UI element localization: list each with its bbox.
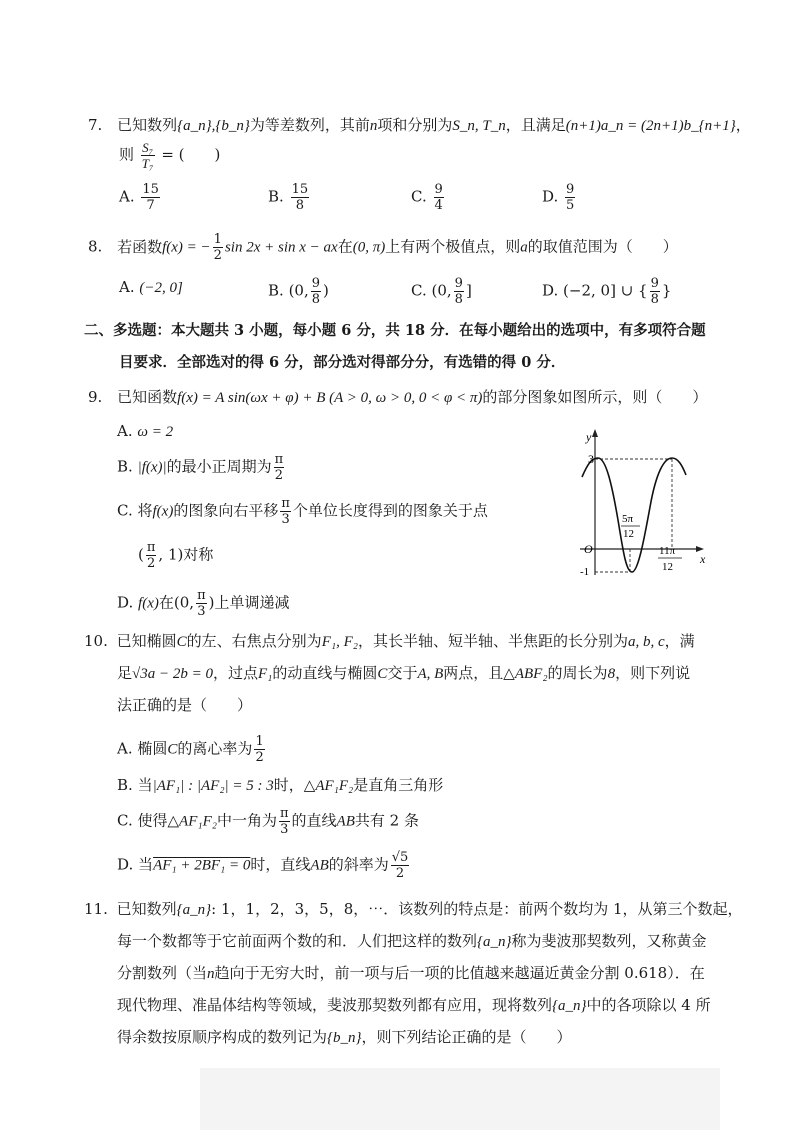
q10-text: ，则下列说 [615, 664, 691, 682]
q7-seqs: {a_n},{b_n} [177, 118, 250, 134]
option-mid: 在 [158, 593, 174, 612]
option-tri: △AF₁F₂ [303, 778, 354, 794]
origin-label: O [584, 542, 593, 556]
q11-text: 现代物理、准晶体结构等领域，斐波那契数列都有应用，现将数列 [117, 996, 553, 1014]
q7-text1: 已知数列 [117, 116, 178, 134]
option-pre: 使得 [137, 811, 168, 830]
option-post: } [661, 281, 672, 300]
option-tail: 对称 [183, 545, 214, 564]
q10-option-a-frac [254, 734, 264, 765]
q9-option-c[interactable] [117, 496, 488, 527]
q9-text1: 已知函数 [117, 388, 178, 406]
q9-option-b[interactable] [117, 452, 286, 483]
frac-num: 1 [255, 734, 264, 749]
option-post: 的斜率为 [328, 855, 389, 874]
q11-bseq: {b_n} [327, 1030, 362, 1046]
q8-a: a [520, 239, 528, 256]
option-AB: AB [310, 857, 329, 874]
option-tri: △AF₁F₂ [167, 813, 217, 830]
q7-stem [88, 114, 751, 137]
option-post: ] [465, 281, 472, 300]
q7-n: n [369, 118, 378, 134]
q11-line5 [117, 1026, 572, 1049]
q8-option-c-frac [454, 276, 464, 307]
q7-then: 则 [119, 145, 135, 164]
q8-func2: sin 2x + sin x − ax [224, 239, 338, 256]
option-label: A. [119, 278, 135, 296]
q8-text3: 上有两个极值点，则 [385, 237, 521, 256]
option-vec: AF₁ + 2BF₁ = 0 [153, 857, 251, 874]
q7-text3: 项和分别为 [377, 116, 453, 134]
q11-text: ，则下列结论正确的是（ ） [361, 1028, 572, 1046]
q8-option-b[interactable] [268, 276, 329, 307]
option-label: D. [542, 187, 559, 206]
q10-eq: √3a − 2b = 0 [132, 666, 213, 682]
q10-eight: 8 [607, 666, 616, 682]
option-AB: AB [336, 813, 355, 830]
q10-option-d-frac [391, 850, 410, 881]
point-post: , 1) [158, 545, 184, 564]
q10-line1 [84, 630, 695, 653]
frac-den: 3 [280, 822, 289, 837]
option-post: ) [208, 593, 215, 612]
q7-ratio-den: T₇ [141, 156, 154, 171]
q8-option-a[interactable] [119, 276, 183, 299]
q9-option-a[interactable] [117, 420, 173, 443]
frac-num: 9 [650, 276, 659, 291]
option-post: 是直角三角形 [353, 776, 444, 794]
option-label: B. [268, 281, 284, 300]
option-label: A. [117, 739, 133, 758]
option-label: D. [117, 855, 134, 874]
q9-text2: 的部分图象如图所示，则（ ） [482, 388, 708, 406]
x2-label-den: 12 [662, 561, 673, 573]
section2-header-line1: 二、多选题：本大题共 3 小题，每小题 6 分，共 18 分．在每小题给出的选项中，有多项符合题 [84, 322, 706, 339]
frac-num: 1 [213, 232, 222, 247]
q7-ratio-num: S₇ [142, 140, 154, 155]
q10-option-a[interactable] [117, 734, 267, 765]
q8-interval: (0, π) [352, 239, 386, 256]
q7-text2: 为等差数列，其前 [249, 116, 370, 134]
option-label: B. [117, 776, 133, 794]
option-eq: |AF₁| : |AF₂| = 5 : 3 [152, 778, 274, 794]
q10-line3: 法正确的是（ ） [117, 696, 253, 714]
frac-den: 2 [146, 556, 156, 571]
q11-seq: {a_n} [477, 934, 512, 950]
option-C: C [167, 741, 178, 758]
q8-option-d-frac [650, 276, 660, 307]
frac-num: π [281, 496, 290, 511]
q10-line2 [117, 662, 690, 685]
q7-option-d[interactable] [542, 182, 577, 213]
y-label: y [586, 430, 592, 444]
q7-ask [119, 140, 220, 171]
q8-half [213, 232, 223, 263]
option-mid: 时，直线 [250, 855, 311, 874]
option-pre: 椭圆 [137, 739, 168, 758]
frac-num: π [274, 452, 284, 467]
option-label: C. [117, 811, 133, 830]
option-mid: 时， [273, 776, 304, 794]
y-max-label: 3 [588, 452, 594, 466]
frac-num: π [197, 588, 206, 603]
option-fx: f(x) [138, 595, 159, 612]
x1-label-den: 12 [623, 528, 634, 540]
q10-text: 的动直线与椭圆 [272, 664, 378, 682]
q10-text: ，其长半轴、短半轴、半焦距的长分别为 [357, 632, 628, 650]
q10-text: 交于 [387, 664, 418, 682]
option-label: B. [268, 187, 284, 206]
q9-option-d[interactable] [117, 588, 289, 619]
frac-den: 5 [566, 198, 575, 213]
q8-option-b-frac [311, 276, 321, 307]
q7-option-b-frac [291, 182, 310, 213]
option-mid: 的离心率为 [177, 739, 253, 758]
q10-text: 已知椭圆 [116, 632, 177, 650]
scan-shadow [200, 1068, 720, 1130]
option-label: C. [411, 187, 427, 206]
frac-den: 7 [146, 198, 155, 213]
frac-num: 9 [566, 182, 575, 197]
frac-den: 8 [295, 198, 304, 213]
option-post: 个单位长度得到的图象关于点 [292, 501, 488, 520]
option-pre: 将 [137, 501, 153, 520]
option-pre: (0, [431, 281, 452, 300]
q7-option-c-frac [434, 182, 444, 213]
frac-num: π [279, 806, 289, 821]
frac-den: 3 [197, 604, 206, 619]
q11-text: 趋向于无穷大时，前一项与后一项的比值越来越逼近黄金分割 0.618）．在 [214, 964, 705, 982]
q8-text1: 若函数 [117, 237, 163, 256]
frac-den: 2 [213, 248, 222, 263]
option-tail: 共有 2 条 [354, 811, 419, 830]
q7-option-b[interactable] [268, 182, 311, 213]
q10-option-b[interactable] [117, 774, 443, 797]
option-label: A. [119, 187, 135, 206]
x-label: x [700, 552, 706, 566]
q10-C: C [176, 634, 187, 650]
q10-C: C [377, 666, 388, 682]
q7-text4: ，且满足 [505, 116, 566, 134]
frac-num: 9 [311, 276, 321, 291]
option-post: ) [323, 281, 329, 300]
q11-n: n [207, 966, 215, 982]
q7-ratio [141, 140, 155, 171]
q11-seq: {a_n} [176, 902, 212, 918]
q10-text: 的左、右焦点分别为 [186, 632, 322, 650]
q10-text: ，满 [664, 632, 695, 650]
q9-stem [88, 386, 707, 409]
frac-num: 15 [142, 182, 159, 197]
x1-label-num: 5π [622, 513, 634, 525]
q10-option-c[interactable] [117, 806, 419, 837]
q7-sums: S_n, T_n [452, 118, 506, 134]
option-label: D. [117, 593, 134, 612]
option-pre: (0, [288, 281, 309, 300]
frac-den: 8 [454, 292, 463, 307]
q11-line1 [84, 898, 743, 921]
q8-text2: 在 [337, 237, 353, 256]
q7-number: 7. [88, 116, 103, 134]
option-mid: 中一角为 [216, 811, 277, 830]
q7-condition: (n+1)a_n = (2n+1)b_{n+1} [565, 118, 736, 134]
q11-text: : 1，1，2，3，5，8，⋯．该数列的特点是：前两个数均为 1，从第三个数起， [211, 900, 743, 918]
option-pre: 当 [138, 855, 154, 874]
q10-text: 的周长为 [547, 664, 608, 682]
frac-den: 3 [281, 512, 290, 527]
option-pre: (0, [173, 593, 195, 612]
q9-point-frac [146, 540, 157, 571]
y-min-label: -1 [580, 566, 590, 578]
frac-num: √5 [391, 850, 409, 865]
q11-text: 每一个数都等于它前面两个数的和．人们把这样的数列 [117, 932, 478, 950]
option-post: 的直线 [291, 811, 337, 830]
q11-text: 分割数列（当 [117, 964, 208, 982]
q8-number: 8. [88, 237, 103, 256]
point-pre: ( [138, 545, 144, 564]
section2-header-line2: 目要求．全部选对的得 6 分，部分选对得部分分，有选错的得 0 分． [119, 354, 566, 371]
q11-text: 已知数列 [116, 900, 177, 918]
q11-seq: {a_n} [552, 998, 587, 1014]
q9-option-d-frac [196, 588, 207, 619]
frac-den: 8 [311, 292, 321, 307]
q10-F1: F₁ [258, 666, 273, 682]
option-mid: 的最小正周期为 [166, 457, 272, 476]
option-label: B. [117, 457, 133, 476]
q10-tri: △ABF₂ [503, 666, 548, 682]
q10-abc: a, b, c [627, 634, 665, 650]
option-label: C. [117, 501, 133, 520]
option-mid: 的图象向右平移 [173, 501, 279, 520]
q8-option-c[interactable] [411, 276, 472, 307]
q7-option-a[interactable] [119, 182, 162, 213]
frac-num: 9 [454, 276, 463, 291]
option-label: A. [117, 422, 133, 440]
x2-label-num: 11π [659, 545, 676, 557]
option-tail: 上单调递减 [214, 593, 290, 612]
option-label: C. [411, 281, 427, 300]
q10-text: 两点，且 [443, 664, 504, 682]
q11-number: 11. [84, 900, 108, 918]
frac-num: 15 [291, 182, 309, 197]
q8-stem [88, 232, 678, 263]
q11-text: 得余数按原顺序构成的数列记为 [117, 1028, 328, 1046]
frac-den: 2 [395, 866, 405, 881]
q10-text: ，过点 [213, 664, 259, 682]
frac-den: 2 [255, 750, 264, 765]
option-pre: |f(x)| [137, 459, 167, 476]
option-text: (−2, 0] [139, 280, 183, 296]
q10-option-d[interactable] [117, 850, 411, 881]
option-label: D. [542, 281, 559, 300]
q7-option-c[interactable] [411, 182, 446, 213]
y-axis-arrow [592, 429, 598, 437]
q11-line2 [117, 930, 707, 953]
q8-text4: 的取值范围为（ ） [527, 237, 678, 256]
q8-option-d[interactable] [542, 276, 671, 307]
q10-AB: A, B [417, 666, 444, 682]
frac-den: 4 [434, 198, 443, 213]
q9-graph [560, 425, 720, 585]
q9-func: f(x) = A sin(ωx + φ) + B (A > 0, ω > 0, 0 < φ < π) [177, 390, 483, 406]
q11-text: 中的各项除以 4 所 [586, 996, 711, 1014]
q9-option-b-frac [274, 452, 285, 483]
q11-text: 称为斐波那契数列，又称黄金 [511, 932, 707, 950]
q10-text: 足 [117, 664, 133, 682]
q9-option-c-cont [138, 540, 213, 571]
frac-num: π [146, 540, 156, 555]
q7-option-a-frac [141, 182, 160, 213]
q9-number: 9. [88, 388, 103, 406]
frac-den: 8 [650, 292, 659, 307]
option-fx: f(x) [152, 503, 174, 520]
q10-option-c-frac [279, 806, 290, 837]
q7-text5: ， [735, 116, 751, 134]
q10-number: 10. [84, 632, 108, 650]
q7-blank: = ( ) [161, 145, 221, 164]
q8-func: f(x) = − [162, 239, 211, 256]
q7-option-d-frac [565, 182, 575, 213]
option-pre: 当 [137, 776, 153, 794]
q9-option-c-frac [280, 496, 291, 527]
q10-foci: F₁, F₂ [321, 634, 358, 650]
frac-num: 9 [434, 182, 443, 197]
option-text: ω = 2 [137, 424, 174, 440]
q11-line3 [117, 962, 705, 985]
q11-line4 [117, 994, 711, 1017]
frac-den: 2 [274, 468, 284, 483]
option-pre: (−2, 0] ∪ { [563, 281, 648, 300]
